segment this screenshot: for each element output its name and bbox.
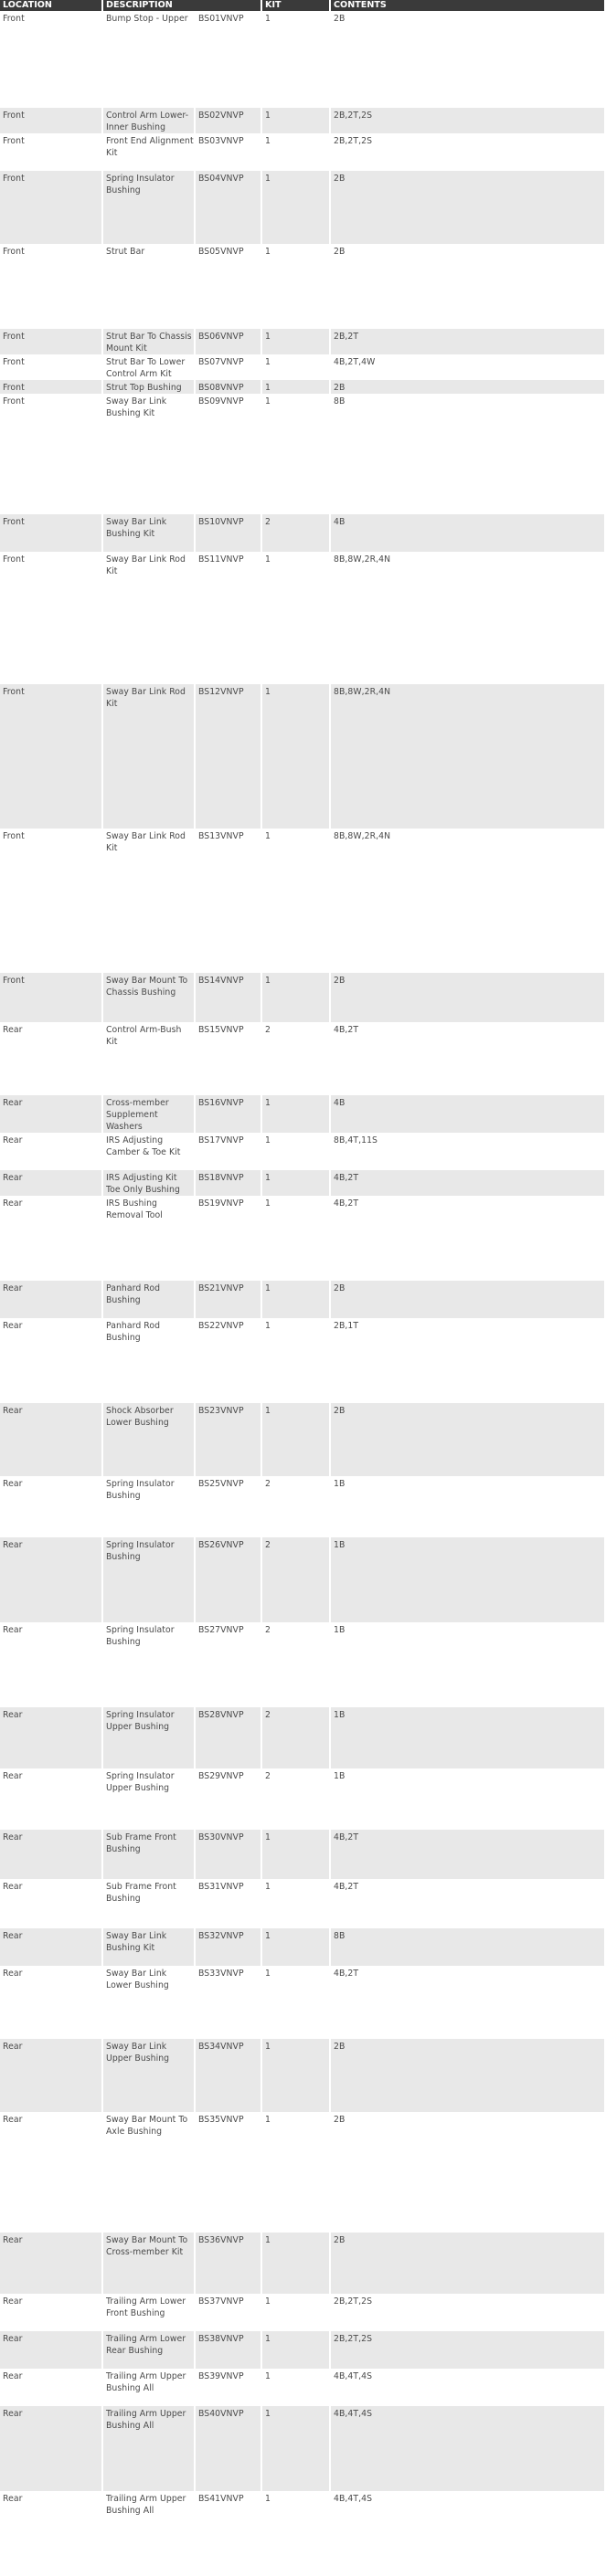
header-kit: KIT bbox=[262, 0, 331, 11]
cell-description: Shock Absorber Lower Bushing bbox=[103, 1403, 196, 1476]
cell-contents: 2B,1T bbox=[331, 1318, 606, 1403]
cell-contents: 8B bbox=[331, 1928, 606, 1966]
cell-contents: 2B bbox=[331, 2039, 606, 2112]
cell-location: Rear bbox=[0, 1966, 103, 2039]
cell-description: Panhard Rod Bushing bbox=[103, 1281, 196, 1318]
cell-part-number: BS06VNVP bbox=[196, 329, 262, 354]
cell-kit: 1 bbox=[262, 1403, 331, 1476]
table-row bbox=[0, 1281, 606, 1318]
cell-contents: 2B,2T,2S bbox=[331, 133, 606, 171]
table-row bbox=[0, 1966, 606, 2039]
table-body bbox=[0, 11, 606, 2576]
cell-kit: 1 bbox=[262, 1928, 331, 1966]
table-row bbox=[0, 2331, 606, 2369]
cell-description: Sway Bar Link Bushing Kit bbox=[103, 514, 196, 552]
cell-location: Rear bbox=[0, 1170, 103, 1196]
cell-location: Front bbox=[0, 244, 103, 329]
cell-location: Front bbox=[0, 394, 103, 514]
cell-part-number: BS08VNVP bbox=[196, 380, 262, 394]
cell-description: Sway Bar Link Bushing Kit bbox=[103, 1928, 196, 1966]
cell-contents: 2B bbox=[331, 973, 606, 1022]
cell-kit: 1 bbox=[262, 380, 331, 394]
cell-kit: 1 bbox=[262, 1170, 331, 1196]
cell-contents: 2B bbox=[331, 380, 606, 394]
table-row bbox=[0, 2406, 606, 2491]
cell-kit: 1 bbox=[262, 108, 331, 133]
table-row bbox=[0, 2491, 606, 2576]
cell-kit: 1 bbox=[262, 1196, 331, 1281]
cell-kit: 2 bbox=[262, 1476, 331, 1537]
cell-contents: 4B,2T bbox=[331, 1196, 606, 1281]
cell-part-number: BS38VNVP bbox=[196, 2331, 262, 2369]
cell-kit: 2 bbox=[262, 1768, 331, 1830]
cell-description: Cross-member Supplement Washers bbox=[103, 1095, 196, 1133]
cell-description: Panhard Rod Bushing bbox=[103, 1318, 196, 1403]
cell-part-number: BS29VNVP bbox=[196, 1768, 262, 1830]
table-row bbox=[0, 108, 606, 133]
table-row bbox=[0, 1196, 606, 1281]
table-row bbox=[0, 829, 606, 973]
cell-contents: 4B,4T,4S bbox=[331, 2406, 606, 2491]
cell-part-number: BS33VNVP bbox=[196, 1966, 262, 2039]
cell-contents: 2B bbox=[331, 2233, 606, 2294]
cell-part-number: BS19VNVP bbox=[196, 1196, 262, 1281]
cell-location: Rear bbox=[0, 1281, 103, 1318]
cell-location: Front bbox=[0, 171, 103, 244]
cell-description: Strut Bar To Chassis Mount Kit bbox=[103, 329, 196, 354]
cell-kit: 1 bbox=[262, 2331, 331, 2369]
table-row bbox=[0, 329, 606, 354]
table-row bbox=[0, 394, 606, 514]
cell-contents: 2B,2T,2S bbox=[331, 108, 606, 133]
header-contents: CONTENTS bbox=[331, 0, 606, 11]
cell-contents: 4B,4T,4S bbox=[331, 2491, 606, 2576]
cell-part-number: BS04VNVP bbox=[196, 171, 262, 244]
cell-description: Sub Frame Front Bushing bbox=[103, 1830, 196, 1879]
cell-part-number: BS03VNVP bbox=[196, 133, 262, 171]
cell-contents: 4B bbox=[331, 514, 606, 552]
cell-kit: 1 bbox=[262, 2294, 331, 2331]
cell-description: Trailing Arm Upper Bushing All bbox=[103, 2491, 196, 2576]
cell-description: Sway Bar Mount To Chassis Bushing bbox=[103, 973, 196, 1022]
cell-location: Rear bbox=[0, 2039, 103, 2112]
cell-part-number: BS36VNVP bbox=[196, 2233, 262, 2294]
cell-kit: 1 bbox=[262, 1879, 331, 1928]
cell-part-number: BS02VNVP bbox=[196, 108, 262, 133]
cell-description: Sway Bar Link Rod Kit bbox=[103, 829, 196, 973]
cell-part-number: BS27VNVP bbox=[196, 1622, 262, 1707]
table-row bbox=[0, 171, 606, 244]
cell-location: Rear bbox=[0, 1022, 103, 1095]
cell-contents: 4B,2T bbox=[331, 1170, 606, 1196]
cell-part-number: BS13VNVP bbox=[196, 829, 262, 973]
table-row bbox=[0, 1403, 606, 1476]
cell-description: Spring Insulator Bushing bbox=[103, 171, 196, 244]
cell-location: Rear bbox=[0, 1133, 103, 1170]
cell-part-number: BS30VNVP bbox=[196, 1830, 262, 1879]
cell-description: Sway Bar Link Rod Kit bbox=[103, 684, 196, 829]
table-row bbox=[0, 11, 606, 108]
cell-location: Front bbox=[0, 829, 103, 973]
table-row bbox=[0, 1830, 606, 1879]
cell-description: Control Arm-Bush Kit bbox=[103, 1022, 196, 1095]
table-row bbox=[0, 1537, 606, 1622]
cell-part-number: BS12VNVP bbox=[196, 684, 262, 829]
cell-description: Sway Bar Mount To Axle Bushing bbox=[103, 2112, 196, 2233]
header-location: LOCATION bbox=[0, 0, 103, 11]
table-row bbox=[0, 1622, 606, 1707]
cell-contents: 2B bbox=[331, 1403, 606, 1476]
cell-location: Rear bbox=[0, 2294, 103, 2331]
cell-kit: 2 bbox=[262, 1707, 331, 1768]
table-row bbox=[0, 244, 606, 329]
cell-description: Sway Bar Link Lower Bushing bbox=[103, 1966, 196, 2039]
cell-part-number: BS09VNVP bbox=[196, 394, 262, 514]
table-row bbox=[0, 1768, 606, 1830]
cell-part-number: BS14VNVP bbox=[196, 973, 262, 1022]
table-row bbox=[0, 1707, 606, 1768]
cell-part-number: BS34VNVP bbox=[196, 2039, 262, 2112]
cell-location: Front bbox=[0, 133, 103, 171]
cell-kit: 1 bbox=[262, 354, 331, 380]
cell-kit: 1 bbox=[262, 171, 331, 244]
cell-location: Rear bbox=[0, 2112, 103, 2233]
cell-description: Spring Insulator Bushing bbox=[103, 1476, 196, 1537]
cell-location: Rear bbox=[0, 2331, 103, 2369]
cell-location: Rear bbox=[0, 1928, 103, 1966]
cell-description: Sub Frame Front Bushing bbox=[103, 1879, 196, 1928]
table-row bbox=[0, 684, 606, 829]
cell-description: Control Arm Lower-Inner Bushing bbox=[103, 108, 196, 133]
table-row bbox=[0, 1476, 606, 1537]
cell-contents: 8B,8W,2R,4N bbox=[331, 684, 606, 829]
cell-description: Strut Bar bbox=[103, 244, 196, 329]
cell-description: IRS Adjusting Kit Toe Only Bushing bbox=[103, 1170, 196, 1196]
cell-kit: 1 bbox=[262, 2491, 331, 2576]
cell-contents: 2B,2T,2S bbox=[331, 2294, 606, 2331]
cell-part-number: BS17VNVP bbox=[196, 1133, 262, 1170]
cell-part-number: BS41VNVP bbox=[196, 2491, 262, 2576]
cell-part-number: BS18VNVP bbox=[196, 1170, 262, 1196]
table-row bbox=[0, 380, 606, 394]
cell-contents: 8B bbox=[331, 394, 606, 514]
cell-description: IRS Adjusting Camber & Toe Kit bbox=[103, 1133, 196, 1170]
cell-location: Rear bbox=[0, 1537, 103, 1622]
cell-location: Rear bbox=[0, 1622, 103, 1707]
cell-kit: 1 bbox=[262, 1133, 331, 1170]
cell-part-number: BS28VNVP bbox=[196, 1707, 262, 1768]
table-row bbox=[0, 1879, 606, 1928]
cell-part-number: BS16VNVP bbox=[196, 1095, 262, 1133]
cell-contents: 2B bbox=[331, 11, 606, 108]
cell-part-number: BS05VNVP bbox=[196, 244, 262, 329]
cell-part-number: BS39VNVP bbox=[196, 2369, 262, 2406]
cell-kit: 1 bbox=[262, 11, 331, 108]
cell-kit: 1 bbox=[262, 1095, 331, 1133]
cell-location: Front bbox=[0, 552, 103, 684]
cell-description: Front End Alignment Kit bbox=[103, 133, 196, 171]
header-description: DESCRIPTION bbox=[103, 0, 262, 11]
table-row bbox=[0, 2369, 606, 2406]
table-row bbox=[0, 1928, 606, 1966]
cell-location: Front bbox=[0, 354, 103, 380]
cell-description: Trailing Arm Lower Rear Bushing bbox=[103, 2331, 196, 2369]
cell-contents: 2B,2T,2S bbox=[331, 2331, 606, 2369]
cell-location: Rear bbox=[0, 2233, 103, 2294]
cell-kit: 1 bbox=[262, 552, 331, 684]
table-row bbox=[0, 552, 606, 684]
cell-description: Spring Insulator Bushing bbox=[103, 1537, 196, 1622]
cell-part-number: BS11VNVP bbox=[196, 552, 262, 684]
cell-contents: 8B,8W,2R,4N bbox=[331, 829, 606, 973]
table-row bbox=[0, 2233, 606, 2294]
cell-part-number: BS07VNVP bbox=[196, 354, 262, 380]
cell-kit: 1 bbox=[262, 329, 331, 354]
table-row bbox=[0, 2294, 606, 2331]
cell-location: Front bbox=[0, 11, 103, 108]
table-row bbox=[0, 1318, 606, 1403]
cell-part-number: BS37VNVP bbox=[196, 2294, 262, 2331]
cell-part-number: BS32VNVP bbox=[196, 1928, 262, 1966]
table-header-row bbox=[0, 0, 606, 11]
cell-description: IRS Bushing Removal Tool bbox=[103, 1196, 196, 1281]
cell-location: Front bbox=[0, 329, 103, 354]
cell-description: Bump Stop - Upper bbox=[103, 11, 196, 108]
cell-description: Trailing Arm Upper Bushing All bbox=[103, 2369, 196, 2406]
table-row bbox=[0, 354, 606, 380]
table-row bbox=[0, 1133, 606, 1170]
cell-contents: 2B bbox=[331, 244, 606, 329]
cell-part-number: BS10VNVP bbox=[196, 514, 262, 552]
table-row bbox=[0, 1170, 606, 1196]
cell-kit: 1 bbox=[262, 244, 331, 329]
cell-part-number: BS15VNVP bbox=[196, 1022, 262, 1095]
cell-location: Rear bbox=[0, 1318, 103, 1403]
cell-part-number: BS26VNVP bbox=[196, 1537, 262, 1622]
cell-contents: 4B,4T,4S bbox=[331, 2369, 606, 2406]
table-row bbox=[0, 1022, 606, 1095]
table-row bbox=[0, 2112, 606, 2233]
cell-location: Rear bbox=[0, 1196, 103, 1281]
cell-kit: 2 bbox=[262, 1622, 331, 1707]
cell-kit: 2 bbox=[262, 514, 331, 552]
cell-kit: 1 bbox=[262, 1830, 331, 1879]
cell-kit: 1 bbox=[262, 1966, 331, 2039]
cell-contents: 4B,2T bbox=[331, 1966, 606, 2039]
cell-description: Strut Bar To Lower Control Arm Kit bbox=[103, 354, 196, 380]
cell-contents: 2B bbox=[331, 2112, 606, 2233]
table-row bbox=[0, 973, 606, 1022]
cell-kit: 1 bbox=[262, 1281, 331, 1318]
cell-contents: 4B,2T bbox=[331, 1022, 606, 1095]
cell-description: Sway Bar Mount To Cross-member Kit bbox=[103, 2233, 196, 2294]
cell-kit: 1 bbox=[262, 394, 331, 514]
cell-kit: 1 bbox=[262, 684, 331, 829]
cell-part-number: BS25VNVP bbox=[196, 1476, 262, 1537]
cell-kit: 1 bbox=[262, 829, 331, 973]
cell-description: Sway Bar Link Bushing Kit bbox=[103, 394, 196, 514]
cell-description: Sway Bar Link Upper Bushing bbox=[103, 2039, 196, 2112]
cell-location: Rear bbox=[0, 2369, 103, 2406]
cell-location: Rear bbox=[0, 1768, 103, 1830]
cell-contents: 1B bbox=[331, 1537, 606, 1622]
cell-kit: 1 bbox=[262, 133, 331, 171]
cell-location: Rear bbox=[0, 1879, 103, 1928]
cell-location: Rear bbox=[0, 1403, 103, 1476]
cell-contents: 4B bbox=[331, 1095, 606, 1133]
cell-contents: 4B,2T,4W bbox=[331, 354, 606, 380]
cell-contents: 2B bbox=[331, 1281, 606, 1318]
cell-description: Sway Bar Link Rod Kit bbox=[103, 552, 196, 684]
cell-location: Rear bbox=[0, 2406, 103, 2491]
cell-location: Front bbox=[0, 380, 103, 394]
cell-contents: 1B bbox=[331, 1707, 606, 1768]
cell-contents: 4B,2T bbox=[331, 1830, 606, 1879]
cell-contents: 1B bbox=[331, 1622, 606, 1707]
cell-location: Rear bbox=[0, 1476, 103, 1537]
cell-kit: 1 bbox=[262, 2112, 331, 2233]
cell-contents: 8B,4T,11S bbox=[331, 1133, 606, 1170]
cell-kit: 1 bbox=[262, 973, 331, 1022]
cell-location: Front bbox=[0, 684, 103, 829]
cell-contents: 8B,8W,2R,4N bbox=[331, 552, 606, 684]
cell-kit: 1 bbox=[262, 2039, 331, 2112]
cell-part-number: BS31VNVP bbox=[196, 1879, 262, 1928]
cell-contents: 2B bbox=[331, 171, 606, 244]
cell-description: Spring Insulator Upper Bushing bbox=[103, 1768, 196, 1830]
cell-description: Strut Top Bushing bbox=[103, 380, 196, 394]
cell-part-number: BS21VNVP bbox=[196, 1281, 262, 1318]
cell-description: Spring Insulator Upper Bushing bbox=[103, 1707, 196, 1768]
cell-contents: 1B bbox=[331, 1476, 606, 1537]
cell-part-number: BS40VNVP bbox=[196, 2406, 262, 2491]
table-row bbox=[0, 133, 606, 171]
cell-part-number: BS22VNVP bbox=[196, 1318, 262, 1403]
cell-location: Front bbox=[0, 108, 103, 133]
cell-location: Front bbox=[0, 514, 103, 552]
cell-kit: 1 bbox=[262, 2233, 331, 2294]
cell-location: Front bbox=[0, 973, 103, 1022]
table-row bbox=[0, 514, 606, 552]
cell-kit: 1 bbox=[262, 2406, 331, 2491]
table-row bbox=[0, 1095, 606, 1133]
cell-contents: 1B bbox=[331, 1768, 606, 1830]
cell-location: Rear bbox=[0, 1830, 103, 1879]
cell-kit: 2 bbox=[262, 1022, 331, 1095]
table-row bbox=[0, 2039, 606, 2112]
cell-description: Spring Insulator Bushing bbox=[103, 1622, 196, 1707]
cell-kit: 1 bbox=[262, 1318, 331, 1403]
cell-part-number: BS35VNVP bbox=[196, 2112, 262, 2233]
cell-kit: 1 bbox=[262, 2369, 331, 2406]
cell-part-number: BS01VNVP bbox=[196, 11, 262, 108]
cell-description: Trailing Arm Upper Bushing All bbox=[103, 2406, 196, 2491]
cell-description: Trailing Arm Lower Front Bushing bbox=[103, 2294, 196, 2331]
cell-location: Rear bbox=[0, 2491, 103, 2576]
cell-part-number: BS23VNVP bbox=[196, 1403, 262, 1476]
cell-location: Rear bbox=[0, 1095, 103, 1133]
cell-kit: 2 bbox=[262, 1537, 331, 1622]
cell-location: Rear bbox=[0, 1707, 103, 1768]
cell-contents: 4B,2T bbox=[331, 1879, 606, 1928]
cell-contents: 2B,2T bbox=[331, 329, 606, 354]
